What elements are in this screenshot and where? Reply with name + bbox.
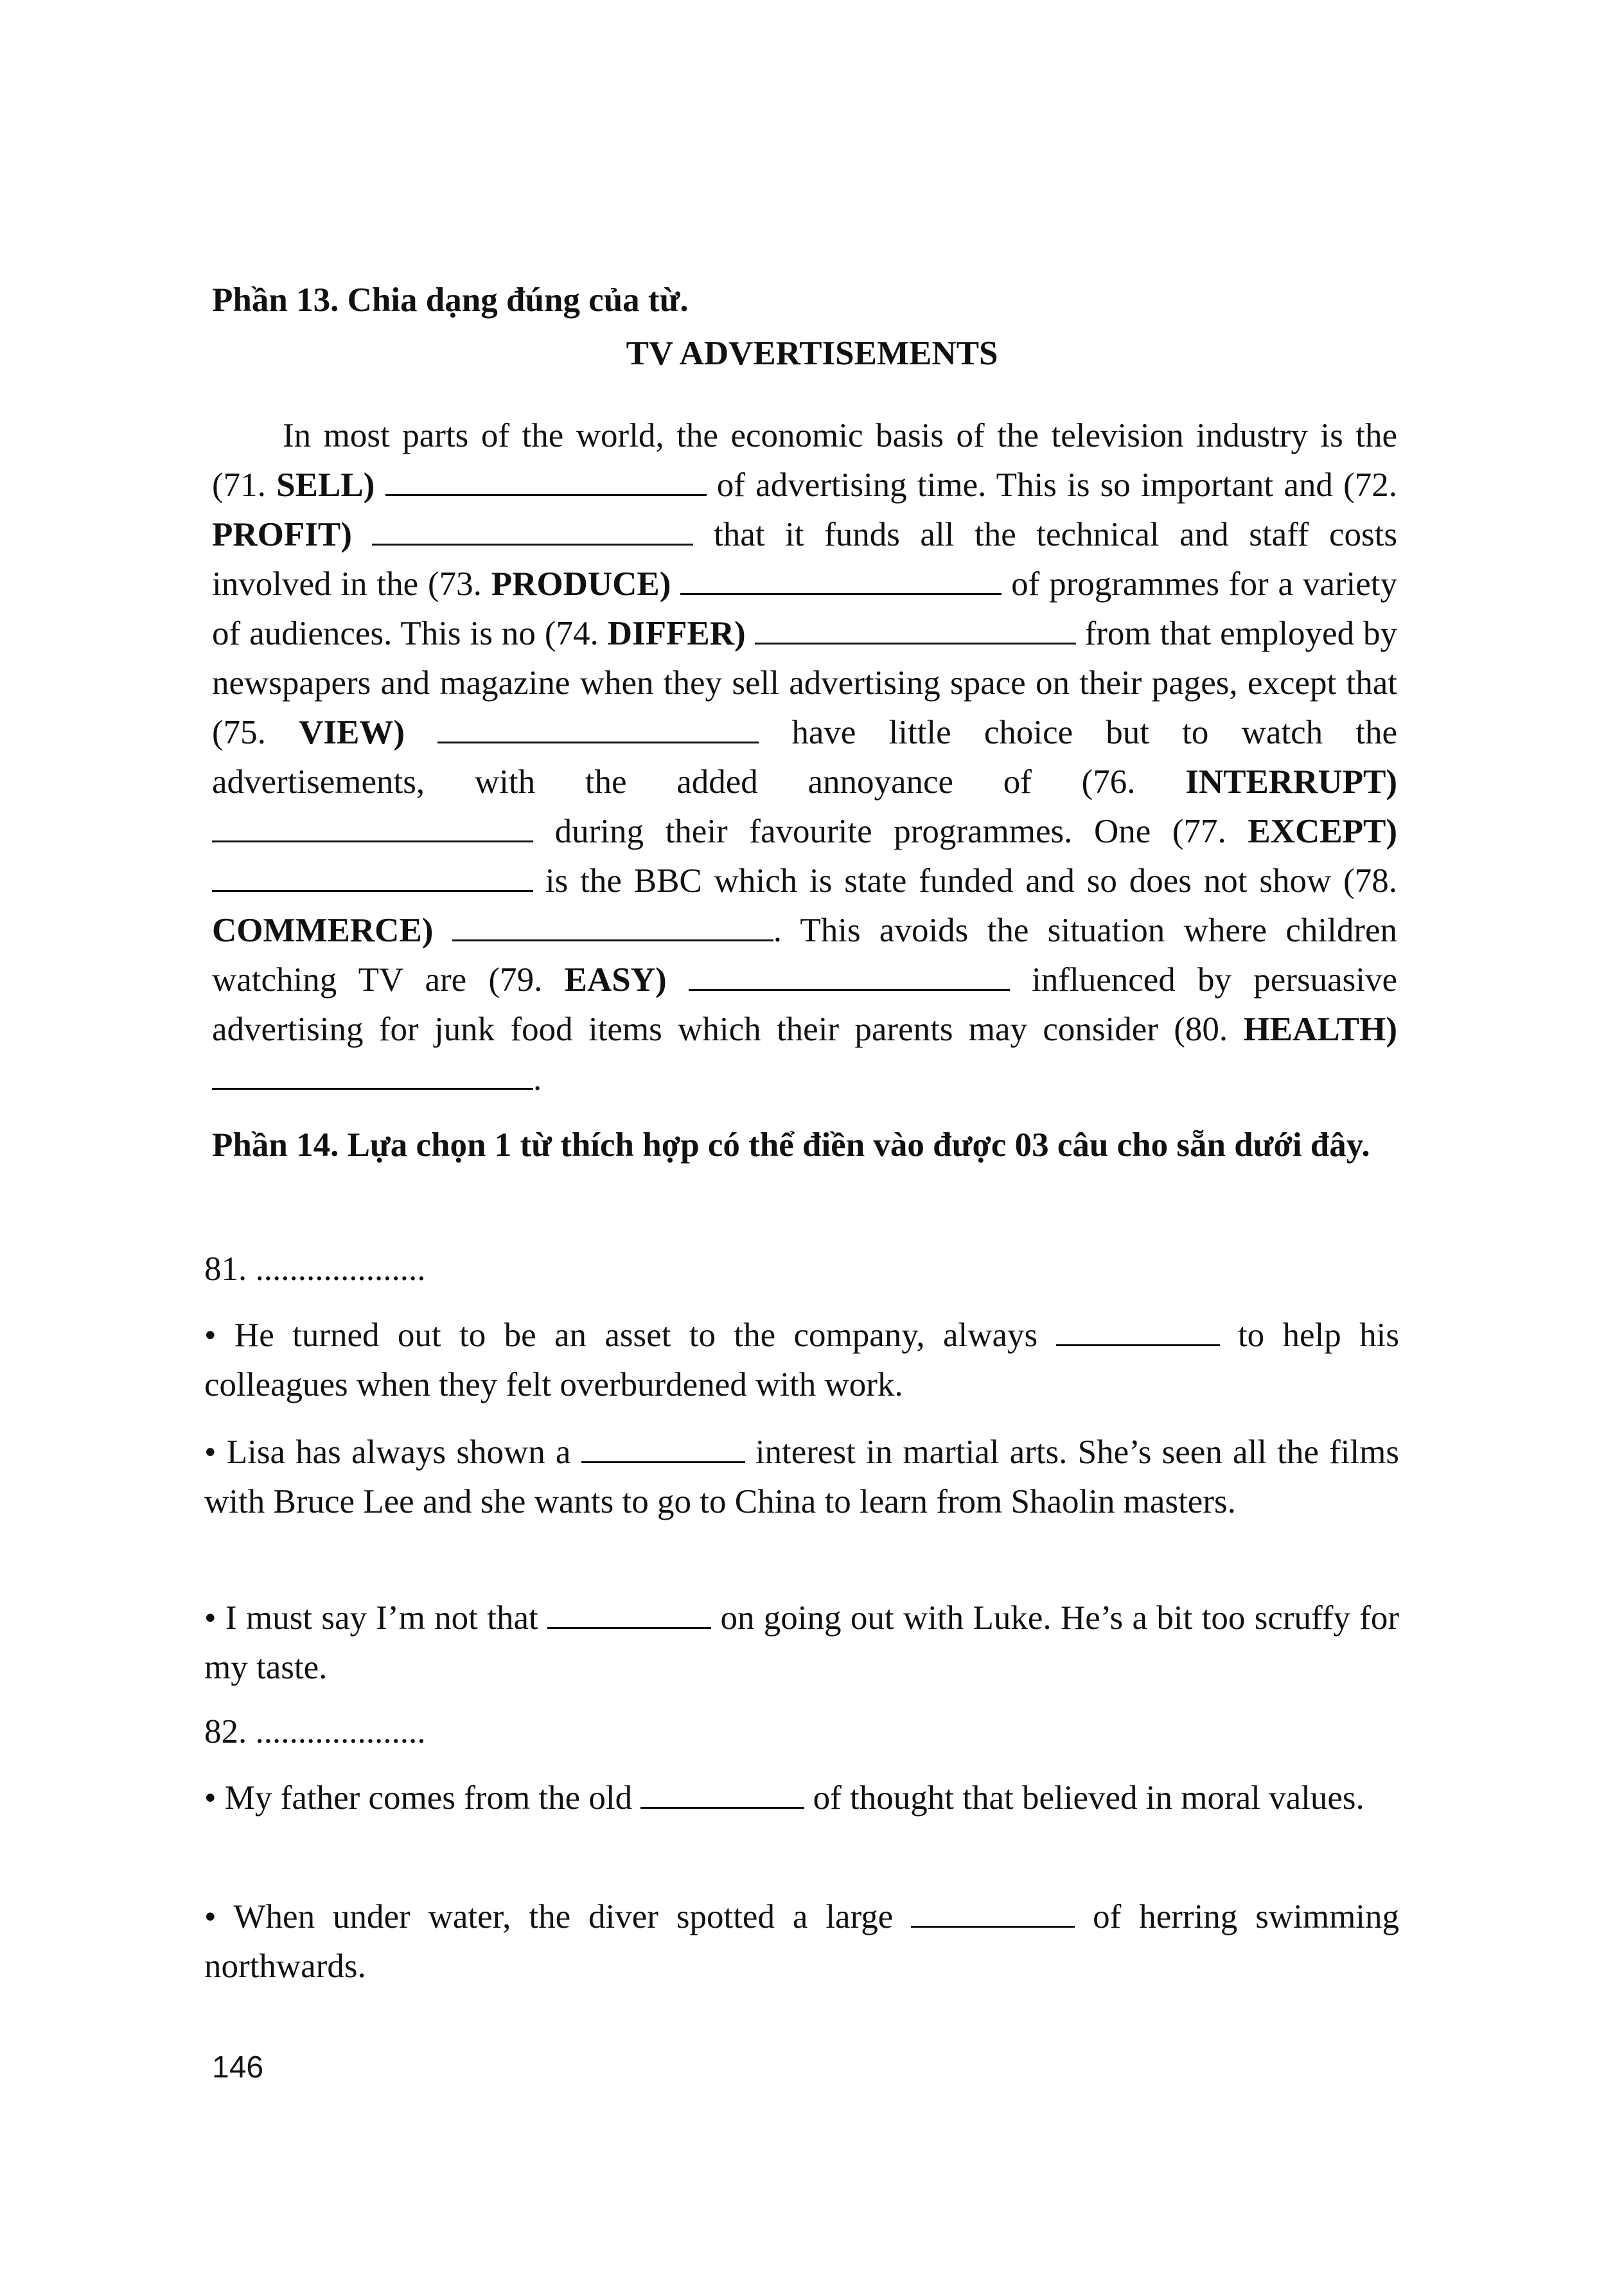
sentence-text: • Lisa has always shown a (204, 1434, 571, 1471)
passage-text: In most parts of the world, the economic basis of the television industry is the (71. (212, 417, 1397, 504)
gap-word: HEALTH) (1243, 1011, 1398, 1048)
gap-blank-76[interactable] (212, 840, 533, 842)
sentence-text: on going out with Luke. He’s a bit too scruffy for my taste. (204, 1599, 1400, 1686)
passage-text: of advertising time. This is so important and (72. (716, 467, 1397, 504)
gap-blank-80[interactable] (212, 1087, 533, 1090)
sentence-text: of thought that believed in moral values. (813, 1779, 1364, 1817)
question-81-sentence-1 (204, 1311, 1399, 1410)
page-number: 146 (212, 2050, 264, 2085)
gap-word: VIEW) (299, 714, 405, 751)
gap-word: EXCEPT) (1248, 813, 1398, 850)
gap-blank-73[interactable] (680, 592, 1002, 595)
question-82-sentence-1 (204, 1774, 1399, 1823)
sentence-text: • When under water, the diver spotted a large (204, 1898, 894, 1935)
question-81-sentence-3 (204, 1594, 1399, 1693)
passage-text: influenced by persuasive advertising for junk food items which their parents may consider (80. (212, 961, 1398, 1048)
passage-text: is the BBC which is state funded and so does not show (78. (545, 862, 1397, 900)
sentence-text: • My father comes from the old (204, 1779, 633, 1817)
gap-word: SELL) (276, 467, 375, 504)
passage-text: from that employed by newspapers and magazine when they sell advertising space on their pages, except that (75. (212, 615, 1398, 751)
section-14-heading-text: Phần 14. Lựa chọn 1 từ thích hợp có thể điền vào được 03 câu cho sẵn dưới đây. (212, 1126, 1370, 1164)
gap-word: INTERRUPT) (1185, 763, 1397, 801)
gap-blank[interactable] (581, 1461, 745, 1463)
sentence-text: • I must say I’m not that (204, 1599, 538, 1637)
question-81-number: 81. .................... (204, 1250, 426, 1288)
passage-text: have little choice but to watch the advertisements, with the added annoyance of (76. (212, 714, 1398, 801)
gap-blank-77[interactable] (212, 889, 533, 892)
gap-blank-78[interactable] (452, 939, 773, 941)
sentence-text: interest in martial arts. She’s seen all the films with Bruce Lee and she wants to go to China to learn from Shaolin masters. (204, 1434, 1400, 1520)
gap-word: PROFIT) (212, 516, 352, 553)
gap-blank[interactable] (911, 1925, 1075, 1928)
gap-word: DIFFER) (607, 615, 746, 652)
section-13-heading-text: Phần 13. Chia dạng đúng của từ. (212, 281, 689, 319)
gap-word: EASY) (564, 961, 667, 999)
question-81-sentence-2 (204, 1428, 1399, 1527)
passage-body (212, 411, 1397, 1104)
gap-blank-74[interactable] (755, 642, 1076, 645)
sentence-text: of herring swimming northwards. (204, 1898, 1400, 1985)
passage-title: TV ADVERTISEMENTS (626, 335, 998, 372)
sentence-text: • He turned out to be an asset to the company, always (204, 1317, 1038, 1354)
gap-blank[interactable] (1056, 1344, 1220, 1346)
section-13-heading (212, 276, 1397, 324)
question-82-sentence-2 (204, 1892, 1399, 1991)
sentence-text: to help his colleagues when they felt overburdened with work. (204, 1317, 1400, 1403)
passage-text: that it funds all the technical and staff costs involved in the (73. (212, 516, 1398, 603)
gap-word: PRODUCE) (491, 565, 671, 603)
gap-word: COMMERCE) (212, 912, 434, 949)
passage-text: during their favourite programmes. One (77. (554, 813, 1226, 850)
question-82-number: 82. .................... (204, 1713, 426, 1750)
gap-blank[interactable] (640, 1806, 804, 1809)
gap-blank-72[interactable] (372, 543, 693, 546)
passage-text: . This avoids the situation where children watching TV are (79. (212, 912, 1398, 999)
gap-blank-71[interactable] (385, 493, 707, 496)
gap-blank[interactable] (547, 1626, 711, 1629)
gap-blank-79[interactable] (689, 988, 1010, 991)
passage-text: . (533, 1060, 542, 1098)
section-14-heading (212, 1121, 1397, 1169)
passage-text: of programmes for a variety of audiences. This is no (74. (212, 565, 1398, 652)
gap-blank-75[interactable] (437, 741, 759, 743)
